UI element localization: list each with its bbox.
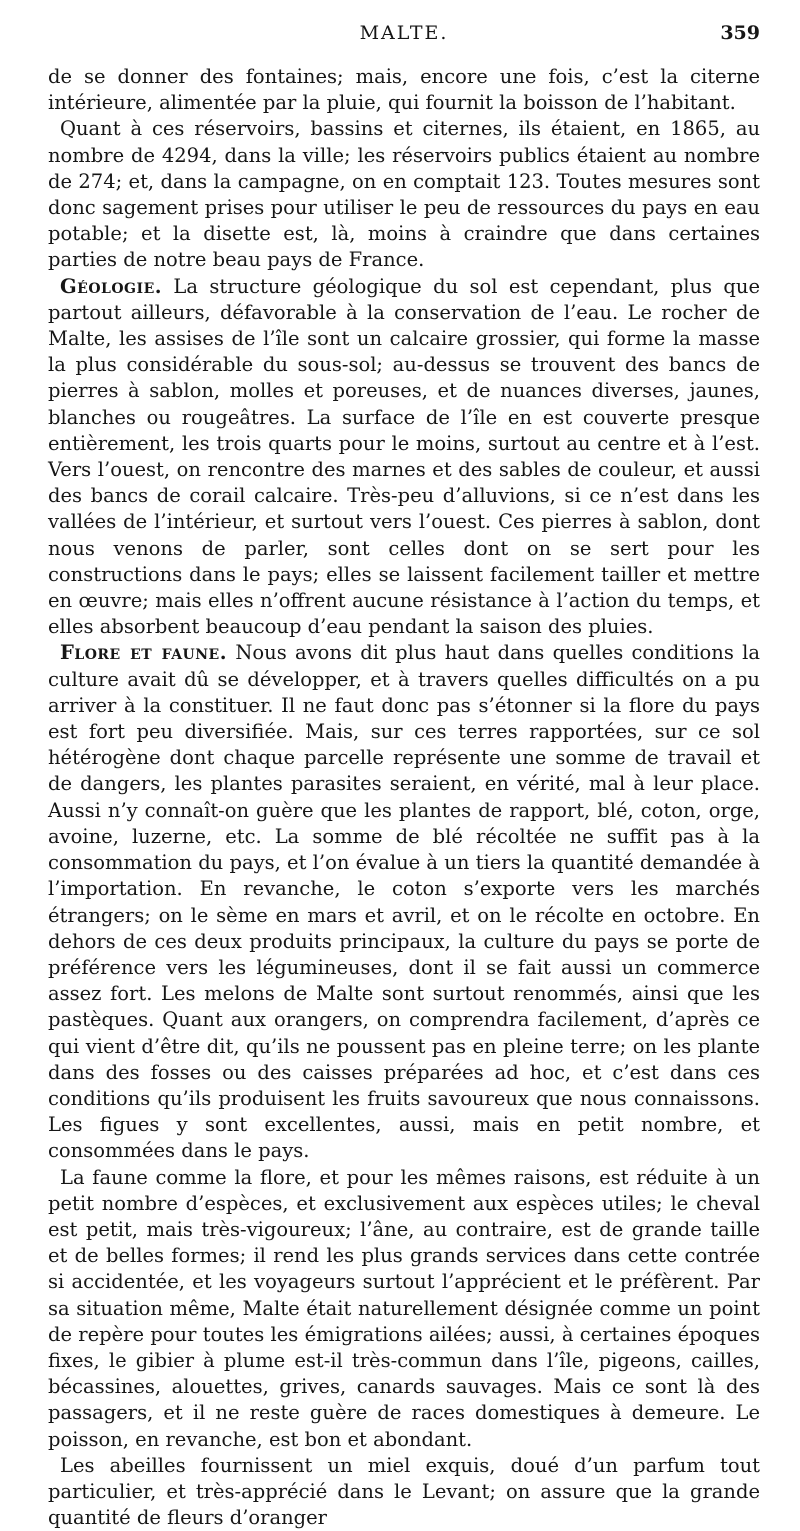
paragraph bbox=[48, 116, 760, 273]
body-text bbox=[48, 64, 760, 1531]
paragraph-text: Les abeilles fournissent un miel exquis, doué d’un parfum tout particulier, et très-apprécié dans le Levant; on assure que la grande quantité de fleurs d’oranger bbox=[48, 1453, 760, 1530]
paragraph bbox=[48, 1453, 760, 1531]
paragraph-text: La faune comme la flore, et pour les mêmes raisons, est réduite à un petit nombre d’espèces, et exclusivement aux espèces utiles; le cheval est petit, mais très-vigoureux; l’âne, au contraire, est de grande taille et de belles formes; il rend les plus grands services dans cette contrée si accidentée, et les voyageurs surtout l’apprécient et le préfèrent. Par sa situation même, Malte était naturellement désignée comme un point de repère pour toutes les émigrations ailées; aussi, à certaines époques fixes, le gibier à plume est-il très-commun dans l’île, pigeons, cailles, bécassines, alouettes, grives, canards sauvages. Mais ce sont là des passagers, et il ne reste guère de races domestiques à demeure. Le poisson, en revanche, est bon et abondant. bbox=[48, 1165, 760, 1451]
paragraph bbox=[48, 64, 760, 116]
running-header bbox=[48, 8, 760, 42]
paragraph-text: Nous avons dit plus haut dans quelles conditions la culture avait dû se développer, et à travers quelles difficultés on a pu arriver à la constituer. Il ne faut donc pas s’étonner si la flore du pays est fort peu diversifiée. Mais, sur ces terres rapportées, sur ce sol hétérogène dont chaque parcelle représente une somme de travail et de dangers, les plantes parasites seraient, en vérité, mal à leur place. Aussi n’y connaît-on guère que les plantes de rapport, blé, coton, orge, avoine, luzerne, etc. La somme de blé récoltée ne suffit pas à la consommation du pays, et l’on évalue à un tiers la quantité demandée à l’importation. En revanche, le coton s’exporte vers les marchés étrangers; on le sème en mars et avril, et on le récolte en octobre. En dehors de ces deux produits principaux, la culture du pays se porte de préférence vers les légumineuses, dont il se fait aussi un commerce assez fort. Les melons de Malte sont surtout renommés, ainsi que les pastèques. Quant aux orangers, on comprendra facilement, d’après ce qui vient d’être dit, qu’ils ne poussent pas en pleine terre; on les plante dans des fosses ou des caisses préparées ad hoc, et c’est dans ces conditions qu’ils produisent les fruits savoureux que nous connaissons. Les figues y sont excellentes, aussi, mais en petit nombre, et consommées dans le pays. bbox=[48, 641, 760, 1163]
paragraph-flore-faune bbox=[48, 640, 760, 1164]
paragraph-geologie bbox=[48, 274, 760, 641]
paragraph bbox=[48, 1165, 760, 1453]
paragraph-text: La structure géologique du sol est cependant, plus que partout ailleurs, défavorable à la conservation de l’eau. Le rocher de Malte, les assises de l’île sont un calcaire grossier, qui forme la masse la plus considérable du sous-sol; au-dessus se trouvent des bancs de pierres à sablon, molles et poreuses, et de nuances diverses, jaunes, blanches ou rougeâtres. La surface de l’île en est couverte presque entièrement, les trois quarts pour le moins, surtout au centre et à l’est. Vers l’ouest, on rencontre des marnes et des sables de couleur, et aussi des bancs de corail calcaire. Très-peu d’alluvions, si ce n’est dans les vallées de l’intérieur, et surtout vers l’ouest. Ces pierres à sablon, dont nous venons de parler, sont celles dont on se sert pour les constructions dans le pays; elles se laissent facilement tailler et mettre en œuvre; mais elles n’offrent aucune résistance à l’action du temps, et elles absorbent beaucoup d’eau pendant la saison des pluies. bbox=[48, 274, 761, 639]
document-page bbox=[48, 8, 760, 1531]
page-number: 359 bbox=[720, 22, 760, 44]
running-title: MALTE. bbox=[359, 22, 449, 44]
section-heading: Géologie. bbox=[60, 274, 163, 298]
paragraph-text: de se donner des fontaines; mais, encore une fois, c’est la citerne intérieure, alimentée par la pluie, qui fournit la boisson de l’habitant. bbox=[48, 65, 760, 115]
paragraph-text: Quant à ces réservoirs, bassins et citernes, ils étaient, en 1865, au nombre de 4294, dans la ville; les réservoirs publics étaient au nombre de 274; et, dans la campagne, on en comptait 123. Toutes mesures sont donc sagement prises pour utiliser le peu de ressources du pays en eau potable; et la disette est, là, moins à craindre que dans certaines parties de notre beau pays de France. bbox=[48, 117, 760, 272]
section-heading: Flore et faune. bbox=[60, 641, 228, 665]
